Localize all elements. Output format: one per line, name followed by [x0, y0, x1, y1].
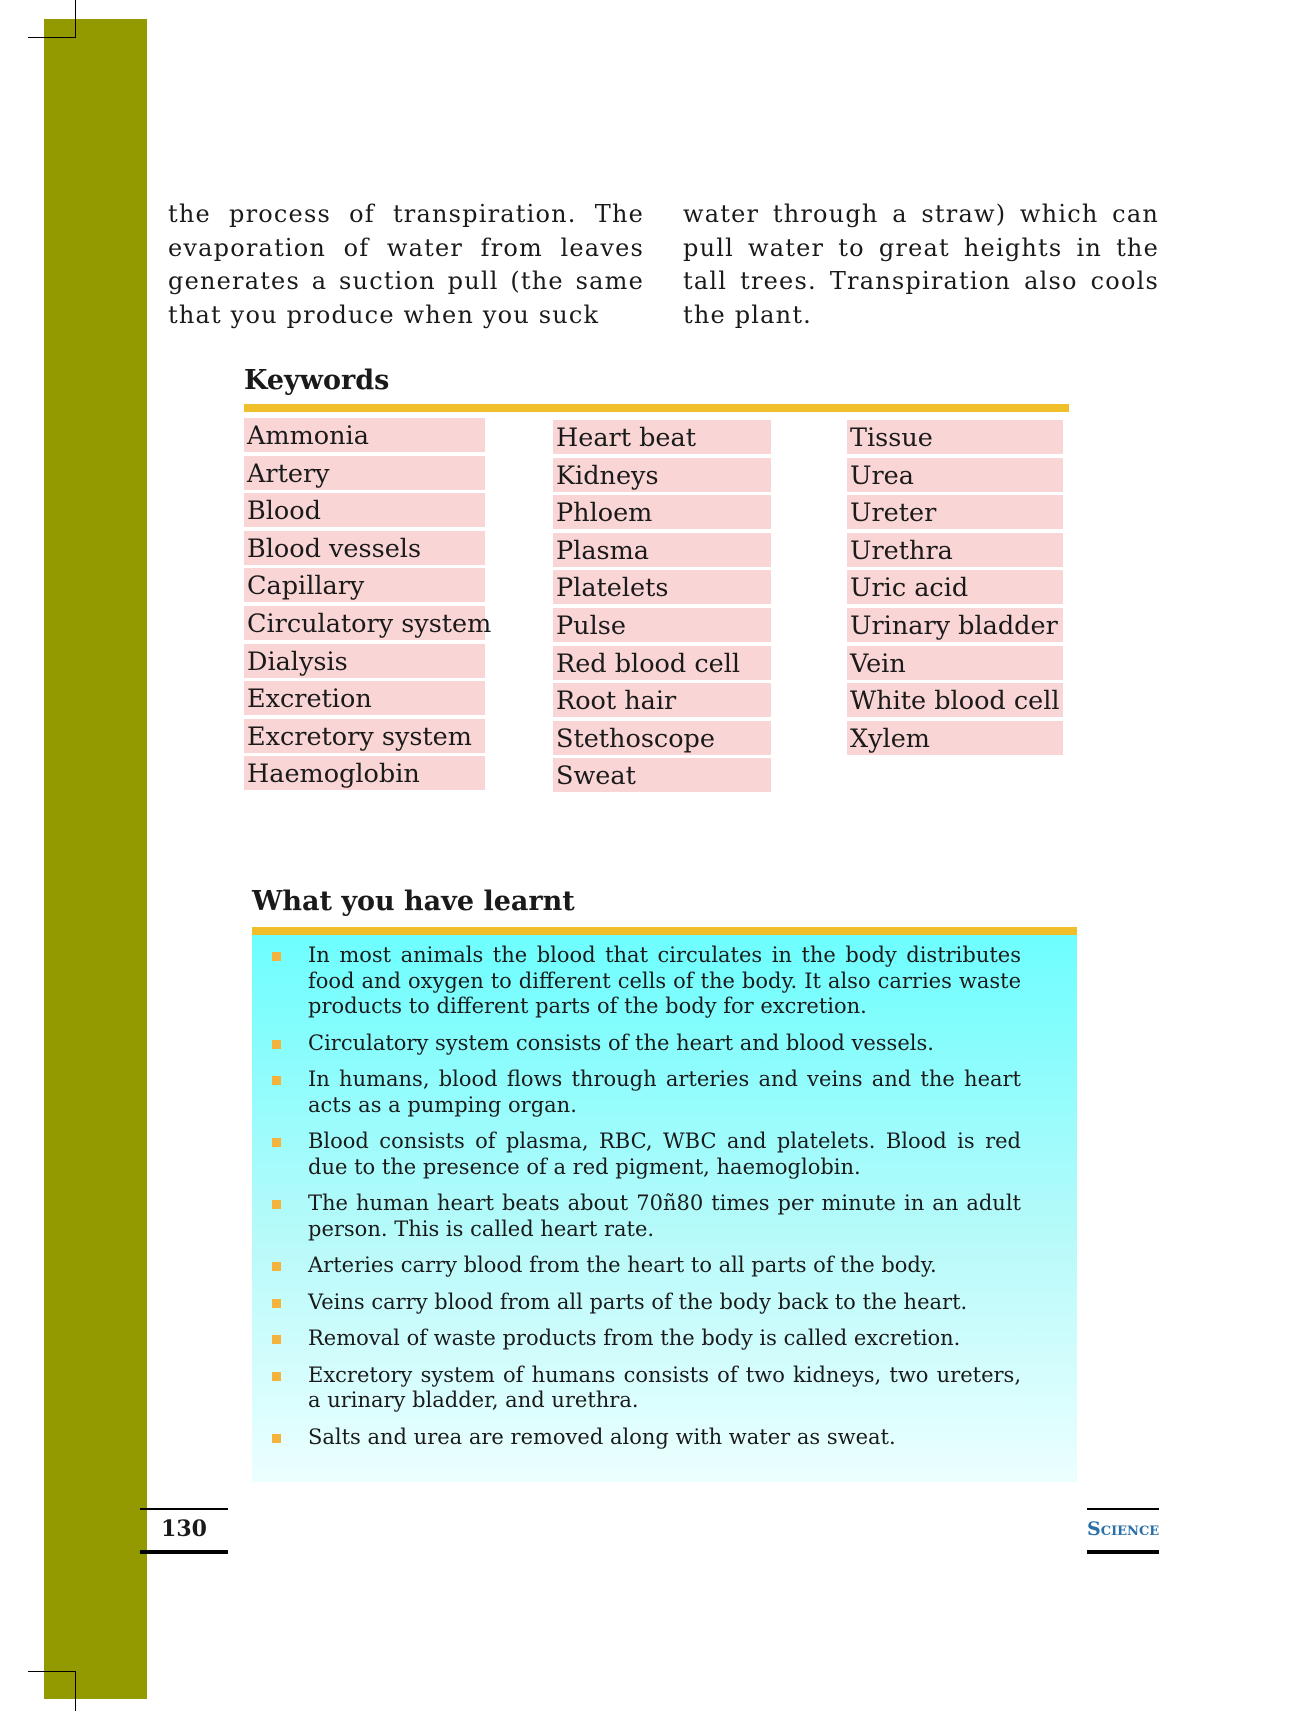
square-bullet-icon [272, 1138, 281, 1147]
learnt-point-text: Excretory system of humans consists of two kidneys, two ureters, a urinary bladder, and urethra. [308, 1362, 1021, 1412]
keywords-column-1 [244, 418, 492, 794]
learnt-point [252, 1425, 1077, 1451]
keyword-item: Tissue [847, 420, 1063, 454]
learnt-point [252, 943, 1077, 1020]
square-bullet-icon [272, 1299, 281, 1308]
learnt-heading: What you have learnt [252, 886, 575, 917]
keyword-item: Root hair [553, 683, 771, 717]
page-number: 130 [161, 1516, 207, 1542]
keyword-item: Uric acid [847, 570, 1063, 604]
square-bullet-icon [272, 1040, 281, 1049]
keyword-item: Pulse [553, 608, 771, 642]
keyword-item: Capillary [244, 568, 485, 602]
keyword-item: Artery [244, 456, 485, 490]
keywords-column-3 [847, 420, 1063, 758]
book-title-rule-top [1087, 1508, 1159, 1510]
page-number-rule-bottom [140, 1550, 228, 1554]
page-number-rule-top [140, 1508, 228, 1510]
keyword-item: Dialysis [244, 644, 485, 678]
keyword-item: Platelets [553, 570, 771, 604]
square-bullet-icon [272, 1335, 281, 1344]
learnt-point [252, 1031, 1077, 1057]
keyword-item: Urethra [847, 533, 1063, 567]
keyword-item: White blood cell [847, 683, 1063, 717]
keyword-item: Phloem [553, 495, 771, 529]
square-bullet-icon [272, 1076, 281, 1085]
keyword-item: Ureter [847, 495, 1063, 529]
learnt-point-text: Circulatory system consists of the heart and blood vessels. [308, 1030, 934, 1055]
keywords-column-2 [553, 420, 771, 796]
learnt-point [252, 1290, 1077, 1316]
learnt-point-text: The human heart beats about 70ñ80 times per minute in an adult person. This is called heart rate. [308, 1191, 1021, 1241]
learnt-list [252, 943, 1077, 1461]
square-bullet-icon [272, 1262, 281, 1271]
intro-text-left: the process of transpiration. The evaporation of water from leaves generates a suction pull (the same that you produce when you suck [168, 200, 644, 329]
learnt-point [252, 1191, 1077, 1242]
crop-mark-top-horizontal [28, 37, 76, 38]
learnt-point [252, 1253, 1077, 1279]
keyword-item: Excretion [244, 681, 485, 715]
learnt-point [252, 1363, 1077, 1414]
learnt-rule [252, 927, 1077, 935]
keyword-item: Blood vessels [244, 531, 485, 565]
keyword-item: Kidneys [553, 458, 771, 492]
keyword-item: Vein [847, 646, 1063, 680]
square-bullet-icon [272, 952, 281, 961]
keyword-item: Ammonia [244, 418, 485, 452]
keyword-item: Red blood cell [553, 646, 771, 680]
keyword-item: Xylem [847, 721, 1063, 755]
learnt-point-text: Blood consists of plasma, RBC, WBC and platelets. Blood is red due to the presence of a red pigment, haemoglobin. [308, 1129, 1021, 1179]
keyword-item: Urea [847, 458, 1063, 492]
intro-text-right: water through a straw) which can pull water to great heights in the tall trees. Transpiration also cools the plant. [683, 200, 1159, 329]
keywords-rule [244, 404, 1069, 412]
learnt-summary-box [252, 935, 1077, 1482]
learnt-point [252, 1067, 1077, 1118]
square-bullet-icon [272, 1200, 281, 1209]
keyword-item: Circulatory system [244, 606, 485, 640]
learnt-point-text: In most animals the blood that circulates in the body distributes food and oxygen to different cells of the body. It also carries waste products to different parts of the body for excretion. [308, 943, 1021, 1018]
square-bullet-icon [272, 1372, 281, 1381]
page-number-block [140, 1508, 228, 1552]
book-title: Science [1087, 1518, 1160, 1540]
learnt-point-text: In humans, blood flows through arteries and veins and the heart acts as a pumping organ. [308, 1067, 1021, 1117]
keyword-item: Urinary bladder [847, 608, 1063, 642]
side-margin-bar [44, 19, 147, 1699]
keyword-item: Plasma [553, 533, 771, 567]
learnt-point [252, 1129, 1077, 1180]
crop-mark-top-vertical [75, 0, 76, 38]
crop-mark-bottom-vertical [75, 1671, 76, 1711]
learnt-point-text: Removal of waste products from the body is called excretion. [308, 1326, 961, 1350]
keyword-item: Haemoglobin [244, 756, 485, 790]
crop-mark-bottom-horizontal [28, 1671, 76, 1672]
keywords-heading: Keywords [244, 365, 390, 396]
learnt-point-text: Salts and urea are removed along with water as sweat. [308, 1424, 896, 1449]
learnt-point-text: Arteries carry blood from the heart to all parts of the body. [308, 1253, 937, 1277]
keyword-item: Blood [244, 493, 485, 527]
book-title-rule-bottom [1087, 1550, 1159, 1554]
keyword-item: Heart beat [553, 420, 771, 454]
keyword-item: Sweat [553, 758, 771, 792]
book-title-block [1087, 1508, 1159, 1552]
learnt-point-text: Veins carry blood from all parts of the body back to the heart. [308, 1289, 968, 1314]
keyword-item: Excretory system [244, 719, 485, 753]
learnt-point [252, 1326, 1077, 1352]
keyword-item: Stethoscope [553, 721, 771, 755]
square-bullet-icon [272, 1434, 281, 1443]
